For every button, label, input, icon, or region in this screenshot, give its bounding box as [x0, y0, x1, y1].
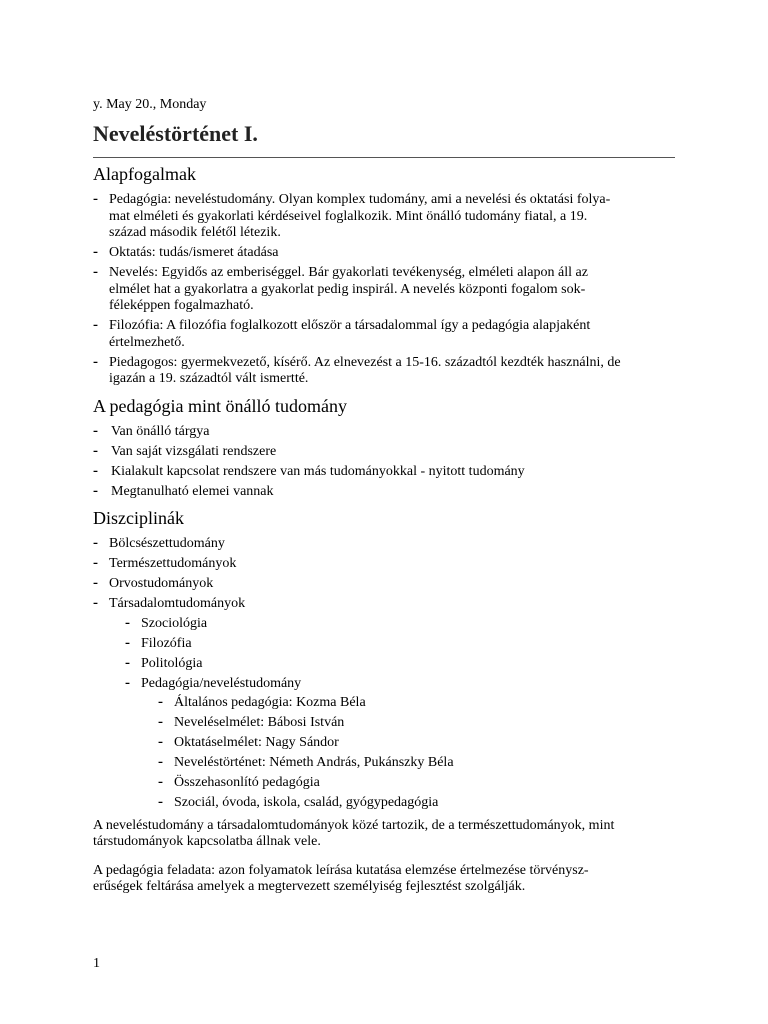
list-item-label: Társadalomtudományok — [109, 596, 246, 611]
page-number: 1 — [93, 956, 100, 971]
definitions-list — [93, 192, 675, 388]
line: század második felétől létezik. — [109, 225, 281, 240]
line: Piedagogos: gyermekvezető, kísérő. Az elnevezést a 15-16. századtól kezdték használni, de — [109, 354, 621, 370]
list-item: - Általános pedagógia: Kozma Béla — [158, 695, 675, 712]
line: A neveléstudomány a társadalomtudományok közé tartozik, de a természettudományok, mint — [93, 817, 615, 833]
paragraph — [93, 863, 675, 896]
section-heading-onallo-tudomany: A pedagógia mint önálló tudomány — [93, 395, 347, 416]
line: A pedagógia feladata: azon folyamatok leírása kutatása elemzése értelmezése törvénysz- — [93, 862, 589, 878]
list-item — [93, 192, 675, 242]
document-title: Neveléstörténet I. — [93, 121, 258, 146]
social-sciences-sublist — [125, 616, 675, 812]
title-divider — [93, 157, 675, 158]
list-item: - Neveléstörténet: Németh András, Pukánszky Béla — [158, 755, 675, 772]
date-line: y. May 20., Monday — [93, 97, 207, 112]
pedagogy-sublist — [158, 695, 675, 812]
section-heading-diszciplinak: Diszciplinák — [93, 508, 184, 528]
line: elmélet hat a gyakorlatra a gyakorlat pedig inspirál. A nevelés központi fogalom sok- — [109, 281, 586, 297]
list-item: - Orvostudományok — [93, 576, 675, 593]
list-item: - Oktatáselmélet: Nagy Sándor — [158, 735, 675, 752]
list-item: - Filozófia — [125, 636, 675, 653]
line: mat elméleti és gyakorlati kérdéseivel foglalkozik. Mint önálló tudomány fiatal, a 19. — [109, 208, 588, 224]
list-item — [93, 596, 675, 812]
list-item: - Szociál, óvoda, iskola, család, gyógypedagógia — [158, 795, 675, 812]
list-item: - Bölcsészettudomány — [93, 536, 675, 553]
list-item: - Szociológia — [125, 616, 675, 633]
list-item: - Összehasonlító pedagógia — [158, 775, 675, 792]
line: erűségek feltárása amelyek a megtervezett személyiség fejlesztést szolgálják. — [93, 879, 526, 894]
list-item — [93, 245, 675, 262]
line: társtudományok kapcsolatba állnak vele. — [93, 834, 321, 849]
list-item — [93, 318, 675, 351]
line: Pedagógia: neveléstudomány. Olyan komplex tudomány, ami a nevelési és oktatási folya- — [109, 192, 611, 207]
criteria-list — [93, 424, 675, 501]
document-content — [93, 96, 675, 908]
disciplines-list — [93, 536, 675, 812]
list-item — [93, 265, 675, 315]
list-item: - Megtanulható elemei vannak — [93, 484, 675, 501]
line: igazán a 19. századtól vált ismertté. — [109, 371, 309, 386]
line: értelmezhető. — [109, 334, 185, 350]
list-item: - Van önálló tárgya — [93, 424, 675, 441]
paragraph — [93, 818, 675, 851]
line: Filozófia: A filozófia foglalkozott először a társadalommal így a pedagógia alapjaként — [109, 318, 591, 333]
list-item — [125, 676, 675, 812]
list-item: - Neveléselmélet: Bábosi István — [158, 715, 675, 732]
line: Oktatás: tudás/ismeret átadása — [109, 245, 279, 260]
line: Nevelés: Egyidős az emberiséggel. Bár gyakorlati tevékenység, elméleti alapon áll az — [109, 265, 588, 280]
list-item: - Kialakult kapcsolat rendszere van más tudományokkal - nyitott tudomány — [93, 464, 675, 481]
list-item: - Természettudományok — [93, 556, 675, 573]
list-item-label: Pedagógia/neveléstudomány — [141, 675, 302, 691]
list-item — [93, 355, 675, 388]
line: féleképpen fogalmazható. — [109, 298, 254, 313]
section-heading-alapfogalmak: Alapfogalmak — [93, 164, 196, 184]
list-item: - Van saját vizsgálati rendszere — [93, 444, 675, 461]
list-item: - Politológia — [125, 656, 675, 673]
